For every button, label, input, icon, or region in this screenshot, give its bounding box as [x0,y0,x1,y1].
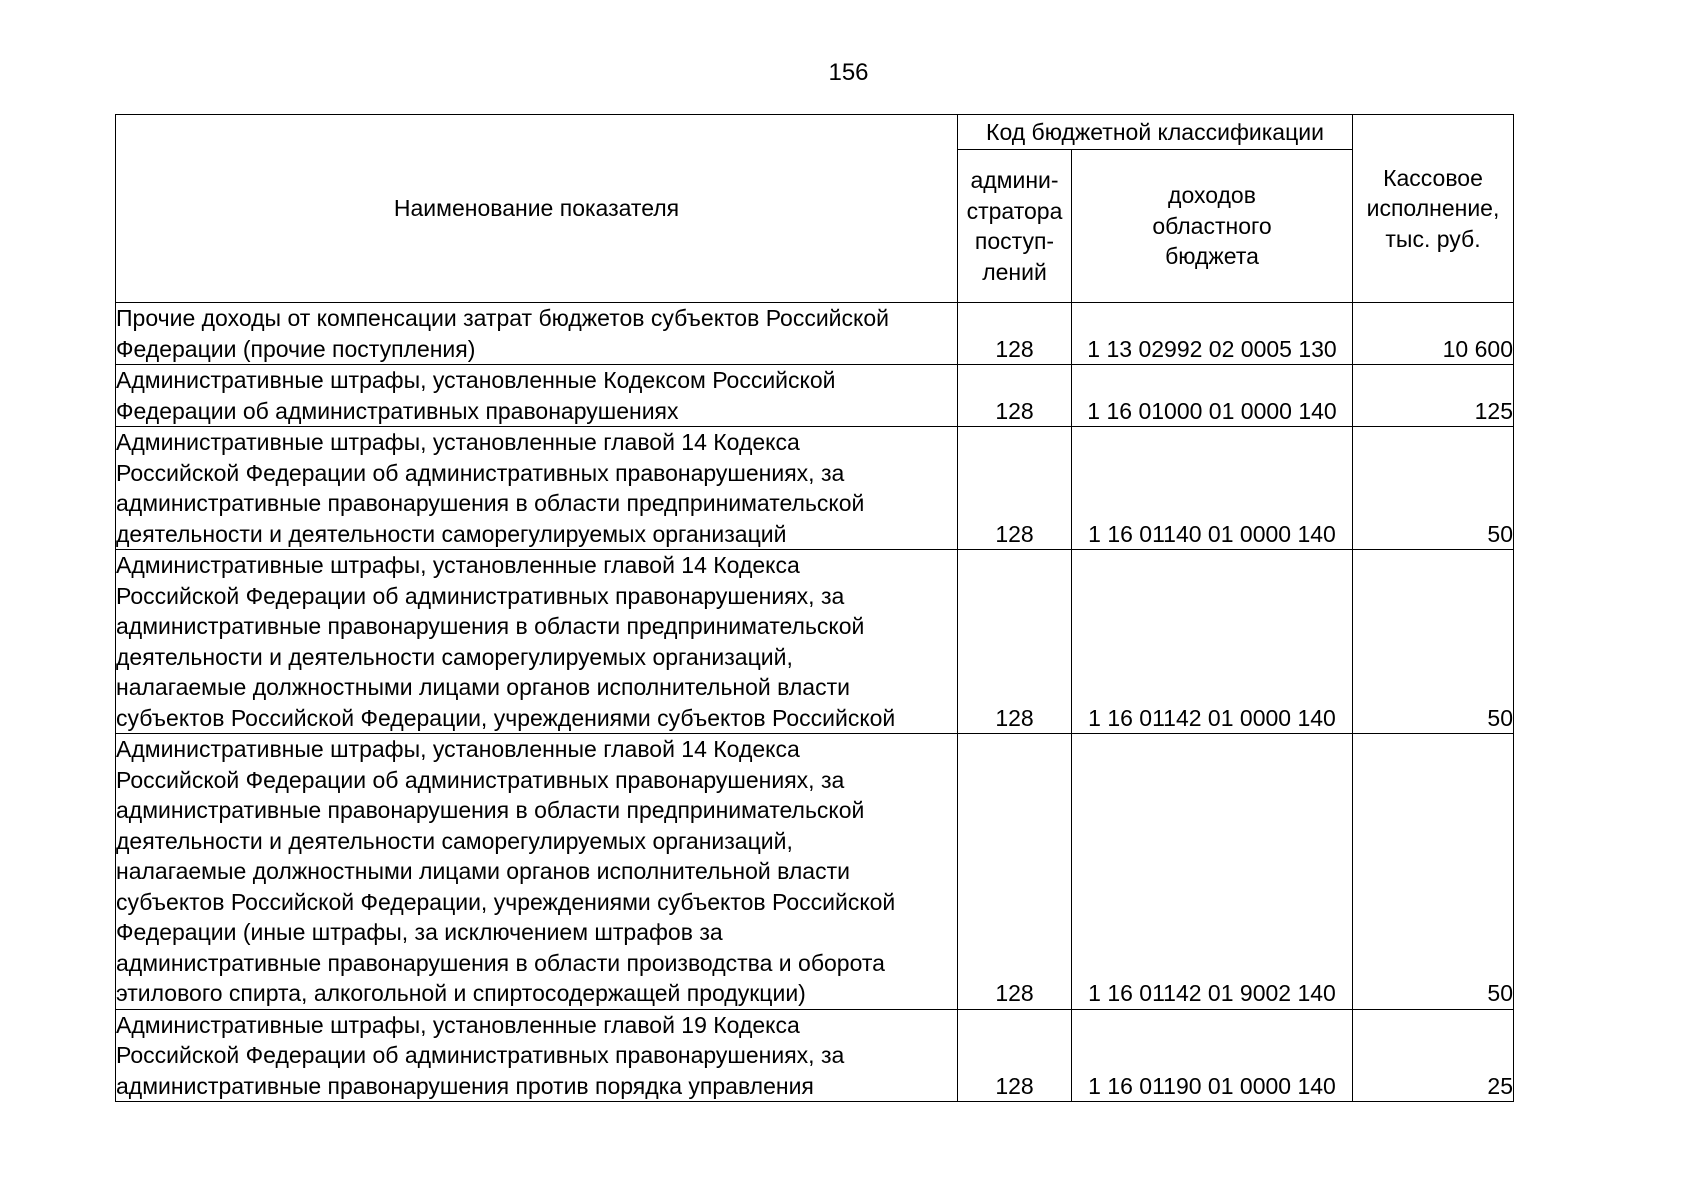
header-income: доходов областного бюджета [1072,150,1353,303]
row-name: Административные штрафы, установленные главой 14 Кодекса Российской Федерации об административных правонарушениях, за административные правонарушения в области предпринимательской деятельности и деятельности саморегулируемых организаций, налагаемые должностными лицами органов исполнительной власти субъектов Российской Федерации, учреждениями субъектов Российской Федерации (иные штрафы, за исключением штрафов за административные правонарушения в области производства и оборота этилового спирта, алкогольной и спиртосодержащей продукции) [116,734,958,1010]
budget-table [115,114,1514,1102]
row-amount: 125 [1353,365,1514,427]
row-budget-code: 1 13 02992 02 0005 130 [1072,303,1353,365]
table-row [116,734,1514,1010]
row-admin-code: 128 [958,734,1072,1010]
table-row [116,1009,1514,1102]
header-admin: админи- стратора поступ- лений [958,150,1072,303]
table-row [116,550,1514,734]
row-amount: 25 [1353,1009,1514,1102]
row-name: Административные штрафы, установленные главой 14 Кодекса Российской Федерации об административных правонарушениях, за административные правонарушения в области предпринимательской деятельности и деятельности саморегулируемых организаций, налагаемые должностными лицами органов исполнительной власти субъектов Российской Федерации, учреждениями субъектов Российской [116,550,958,734]
table-row [116,303,1514,365]
header-amount: Кассовое исполнение, тыс. руб. [1353,115,1514,303]
table-body [116,303,1514,1102]
table-row [116,427,1514,550]
row-budget-code: 1 16 01190 01 0000 140 [1072,1009,1353,1102]
row-amount: 50 [1353,550,1514,734]
table-header [116,115,1514,303]
table-row [116,365,1514,427]
row-budget-code: 1 16 01142 01 0000 140 [1072,550,1353,734]
row-admin-code: 128 [958,1009,1072,1102]
row-admin-code: 128 [958,427,1072,550]
page-number: 156 [828,59,869,86]
row-amount: 50 [1353,734,1514,1010]
row-admin-code: 128 [958,303,1072,365]
row-name: Административные штрафы, установленные главой 14 Кодекса Российской Федерации об административных правонарушениях, за административные правонарушения в области предпринимательской деятельности и деятельности саморегулируемых организаций [116,427,958,550]
row-admin-code: 128 [958,365,1072,427]
row-budget-code: 1 16 01142 01 9002 140 [1072,734,1353,1010]
row-budget-code: 1 16 01000 01 0000 140 [1072,365,1353,427]
row-admin-code: 128 [958,550,1072,734]
row-budget-code: 1 16 01140 01 0000 140 [1072,427,1353,550]
row-name: Административные штрафы, установленные Кодексом Российской Федерации об административных правонарушениях [116,365,958,427]
header-name: Наименование показателя [116,115,958,303]
header-code-group: Код бюджетной классификации [958,115,1353,150]
row-amount: 10 600 [1353,303,1514,365]
row-name: Прочие доходы от компенсации затрат бюджетов субъектов Российской Федерации (прочие поступления) [116,303,958,365]
row-amount: 50 [1353,427,1514,550]
header-row [116,115,1514,150]
row-name: Административные штрафы, установленные главой 19 Кодекса Российской Федерации об административных правонарушениях, за административные правонарушения против порядка управления [116,1009,958,1102]
